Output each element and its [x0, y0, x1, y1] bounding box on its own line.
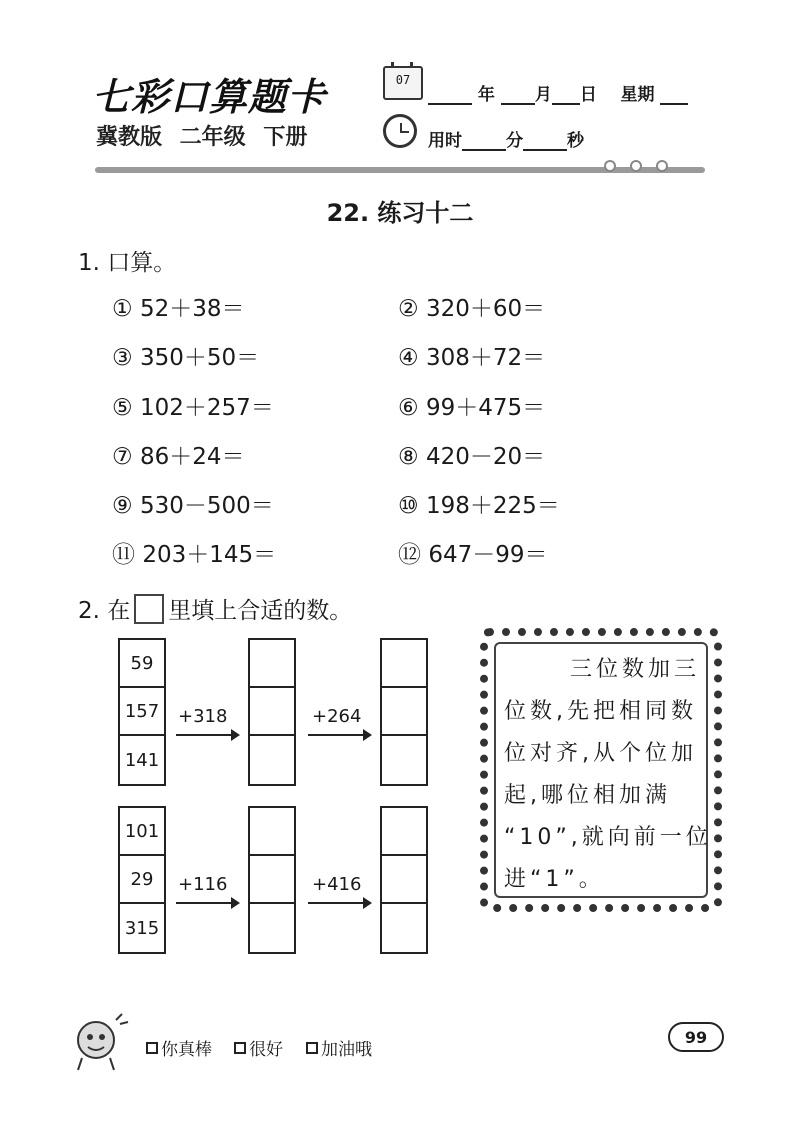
tip-line: 三位数加三 [569, 657, 700, 682]
operation-label: +416 [312, 874, 362, 895]
checkbox[interactable] [146, 1042, 158, 1054]
problem-item: ① 52＋38＝ [112, 296, 245, 322]
calendar-day: 07 [395, 73, 411, 87]
minutes-label: 分 [506, 131, 523, 151]
answer-cell[interactable] [382, 640, 426, 688]
brand-title: 七彩口算题卡 [92, 75, 327, 119]
answer-cell[interactable] [250, 736, 294, 784]
answer-cell[interactable] [250, 904, 294, 952]
rating-option[interactable]: 你真棒 [146, 1035, 212, 1060]
problem-item: ⑫ 647－99＝ [398, 542, 548, 568]
page-number: 99 [668, 1022, 724, 1052]
lesson-title: 22. 练习十二 [326, 199, 474, 227]
weekday-label: 星期 [620, 85, 655, 105]
answer-column [380, 806, 428, 954]
problem-item: ② 320＋60＝ [398, 296, 546, 322]
calendar-icon [383, 66, 423, 100]
mascot-icon [72, 1010, 130, 1072]
input-cell: 29 [120, 856, 164, 904]
input-cell: 59 [120, 640, 164, 688]
binder-ring-icon [634, 160, 638, 180]
tip-box [480, 628, 722, 912]
input-cell: 157 [120, 688, 164, 736]
input-column [118, 638, 166, 786]
answer-cell[interactable] [382, 904, 426, 952]
problem-item: ⑪ 203＋145＝ [112, 542, 277, 568]
checkbox[interactable] [306, 1042, 318, 1054]
clock-icon [383, 114, 417, 148]
rating-option[interactable]: 加油哦 [306, 1035, 372, 1060]
problem-item: ⑥ 99＋475＝ [398, 395, 546, 421]
problem-item: ⑨ 530－500＝ [112, 493, 274, 519]
answer-cell[interactable] [250, 640, 294, 688]
tip-line: 位数,先把相同数 [504, 699, 697, 724]
problem-item: ④ 308＋72＝ [398, 345, 546, 371]
answer-cell[interactable] [250, 808, 294, 856]
arrow-right-icon [308, 902, 370, 904]
operation-label: +116 [178, 874, 228, 895]
year-label: 年 [477, 85, 495, 105]
operation-label: +318 [178, 706, 228, 727]
day-label: 日 [579, 85, 597, 105]
problem-item: ⑩ 198＋225＝ [398, 493, 560, 519]
operation-label: +264 [312, 706, 362, 727]
input-cell: 101 [120, 808, 164, 856]
section2-heading: 2. 在 里填上合适的数。 [78, 592, 352, 625]
answer-cell[interactable] [250, 856, 294, 904]
binder-ring-icon [608, 160, 612, 180]
answer-column [380, 638, 428, 786]
section1-heading: 1. 口算。 [78, 250, 177, 276]
month-label: 月 [534, 85, 552, 105]
seconds-label: 秒 [567, 131, 584, 151]
time-line [428, 126, 584, 151]
tip-line: 位对齐,从个位加 [504, 741, 697, 766]
problem-item: ③ 350＋50＝ [112, 345, 260, 371]
input-cell: 141 [124, 749, 160, 771]
arrow-right-icon [176, 734, 238, 736]
tip-line: 起,哪位相加满 [504, 783, 671, 808]
blank-box-example [134, 594, 164, 624]
answer-cell[interactable] [250, 688, 294, 736]
input-cell: 315 [124, 917, 160, 939]
answer-column [248, 806, 296, 954]
arrow-right-icon [176, 902, 238, 904]
problem-item: ⑦ 86＋24＝ [112, 444, 245, 470]
input-column [118, 806, 166, 954]
checkbox[interactable] [234, 1042, 246, 1054]
rating-option[interactable]: 很好 [234, 1035, 283, 1060]
date-line [428, 80, 688, 105]
answer-cell[interactable] [382, 808, 426, 856]
problem-item: ⑤ 102＋257＝ [112, 395, 274, 421]
tip-line: “10”,就向前一位 [504, 825, 712, 850]
answer-cell[interactable] [382, 688, 426, 736]
answer-cell[interactable] [382, 736, 426, 784]
binder-ring-icon [660, 160, 664, 180]
time-used-label: 用时 [428, 131, 462, 151]
problem-item: ⑧ 420－20＝ [398, 444, 546, 470]
answer-column [248, 638, 296, 786]
edition-label: 冀教版 二年级 下册 [96, 125, 308, 150]
answer-cell[interactable] [382, 856, 426, 904]
arrow-right-icon [308, 734, 370, 736]
tip-line: 进“1”。 [504, 867, 605, 892]
